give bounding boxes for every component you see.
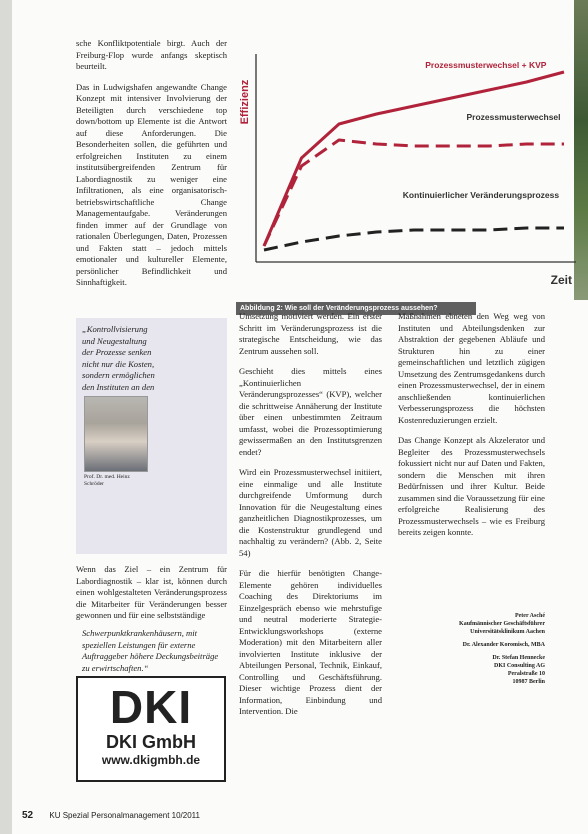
- sig-line: 10987 Berlin: [512, 679, 545, 685]
- column-2-text: [239, 311, 382, 727]
- publication-name: KU Spezial Personalmanagement 10/2011: [49, 811, 200, 820]
- paragraph: Wenn das Ziel – ein Zentrum für Labordiagnostik – klar ist, können durch einen wohlgestalteten Veränderungsprozess die Mitarbeiter für Veränderungen besser gewonnen und für eine selbstständige: [76, 564, 227, 620]
- figure-caption: Abbildung 2: Wie soll der Veränderungsprozess aussehen?: [236, 302, 476, 315]
- company-name: DKI GmbH: [106, 732, 196, 752]
- sig-line: DKI Consulting AG: [493, 663, 545, 669]
- quote-float-spacer: [156, 324, 222, 486]
- paragraph: Geschieht dies mittels eines „Kontinuierlichen Veränderungsprozesses“ (KVP), welcher die schrittweise Annäherung der Institute über einen unbestimmten Zeitraum umfasst, wobei die Prozessoptimierung gewissermaßen an den Institutsgrenzen endet?: [239, 366, 382, 457]
- portrait-photo: [84, 396, 148, 472]
- sig-line: Peralstraße 10: [507, 671, 545, 677]
- sig-line: Kaufmännischer Geschäftsführer: [459, 621, 545, 627]
- sig-line: Dr. Alexander Koromisch, MBA: [462, 642, 545, 648]
- paragraph: Umsetzung motiviert werden. Ein erster Schritt im Veränderungsprozess ist die strategische Entscheidung, wie das Zentrum aussehen soll.: [239, 311, 382, 356]
- y-axis-label: Effizienz: [239, 79, 251, 125]
- series-line: [264, 72, 564, 246]
- quote-body: „Kontrollvisierung und Neugestaltung der Prozesse senken nicht nur die Kosten, sondern ermöglichen den Instituten an den Schwerpunktkrankenhäusern, mit speziellen Leistungen für externe Auftraggeber höhere Deckungsbeiträge zu erwirtschaften.“: [82, 324, 219, 673]
- series-label: Prozessmusterwechsel + KVP: [425, 60, 547, 70]
- paragraph: Für die hierfür benötigten Change-Elemente gehören individuelles Coaching des Direktoriums im Einzelgespräch ebenso wie mehrstufige und neutral moderierte Strategie-Entwicklungsworkshops (externe Moderation) mit den Mitarbeitern aller involvierten Institute inklusive der Abteilungen Personal, Technik, Einkauf, Controlling und Geschäftsführung. Dieser wichtige Prozess dient der Information, Einbindung und Intervention. Die: [239, 568, 382, 716]
- x-axis-label: Zeit: [550, 273, 572, 287]
- efficiency-chart: [236, 40, 588, 320]
- page-number: 52: [22, 810, 34, 821]
- column-1-text: [76, 38, 227, 298]
- scan-edge: [0, 0, 12, 834]
- sig-line: Dr. Stefan Hennecke: [492, 655, 545, 661]
- portrait-caption: Prof. Dr. med. Heinz Schröder: [84, 474, 130, 487]
- paragraph: sche Konfliktpotentiale birgt. Auch der Freiburg-Flop wurde anfangs skeptisch beurteilt.: [76, 38, 227, 71]
- series-line: [264, 228, 564, 250]
- page-footer: [22, 810, 200, 821]
- paragraph: Das Change Konzept als Akzelerator und Begleiter des Prozessmusterwechsels fokussiert nicht nur auf Daten und Fakten, sondern die Menschen mit ihren Bedürfnissen und ihrer Kultur. Beide zusammen sind die Voraussetzung für eine erfolgreiche Realisierung des Prozessmusterwechsels – wie es Freiburg bereits zeigen konnte.: [398, 435, 545, 537]
- series-label: Prozessmusterwechsel: [466, 112, 561, 122]
- author-signature: [398, 612, 545, 691]
- paragraph: Maßnahmen ebneten den Weg weg von Instituten und Abteilungsdenken zur Abstraktion der gegebenen Abläufe und Strukturen hin zu einer gemeinschaftlichen und letztlich zügigen Umsetzung des Zentrumsgedankens durch einen Prozessmusterwechsel, der in einem anschließenden kontinuierlichen Verbesserungsprozess die höchsten Kostenreduzierungen erzielt.: [398, 311, 545, 425]
- paragraph: Wird ein Prozessmusterwechsel initiiert, eine einmalige und alle Institute durchgreifende Umformung durch Innovation für die Neugestaltung eines ganzheitlichen Diagnostikprozesses, um die Kostenstruktur grundlegend und nachhaltig zu verändern? (Abb. 2, Seite 54): [239, 467, 382, 558]
- sig-line: Peter Asché: [514, 613, 545, 619]
- dki-advertisement[interactable]: [76, 676, 226, 782]
- series-label: Kontinuierlicher Veränderungsprozess: [402, 190, 560, 200]
- company-url[interactable]: www.dkigmbh.de: [101, 753, 201, 767]
- column-3-text: [398, 311, 545, 548]
- dki-logo: DKI: [109, 681, 193, 733]
- paragraph: Das in Ludwigshafen angewandte Change Konzept mit intensiver Involvierung der Beteiligten durch verschiedene top down/bottom up Elemente ist die Antwort auf diese Anforderungen. Die Besonderheiten sollen, die geführten und erfolgreichen Instituten zu einem institutsübergreifenden Zentrum für Labordiagnostik zu weniger eine Infiltrationen, als eine organisatorisch-betriebswirtschaftliche Change Managementaufgabe. Veränderungen finden immer auf der Grundlage von rationalen Überlegungen, Daten, Prozessen und Fakten statt – jedoch mittels emotionaler und kultureller Elemente, persönlicher Befindlichkeit und Sinnhaftigkeit.: [76, 81, 227, 287]
- sig-line: Universitätsklinikum Aachen: [470, 629, 545, 635]
- column-1-lower-text: [76, 564, 227, 631]
- chart-svg: [236, 40, 588, 320]
